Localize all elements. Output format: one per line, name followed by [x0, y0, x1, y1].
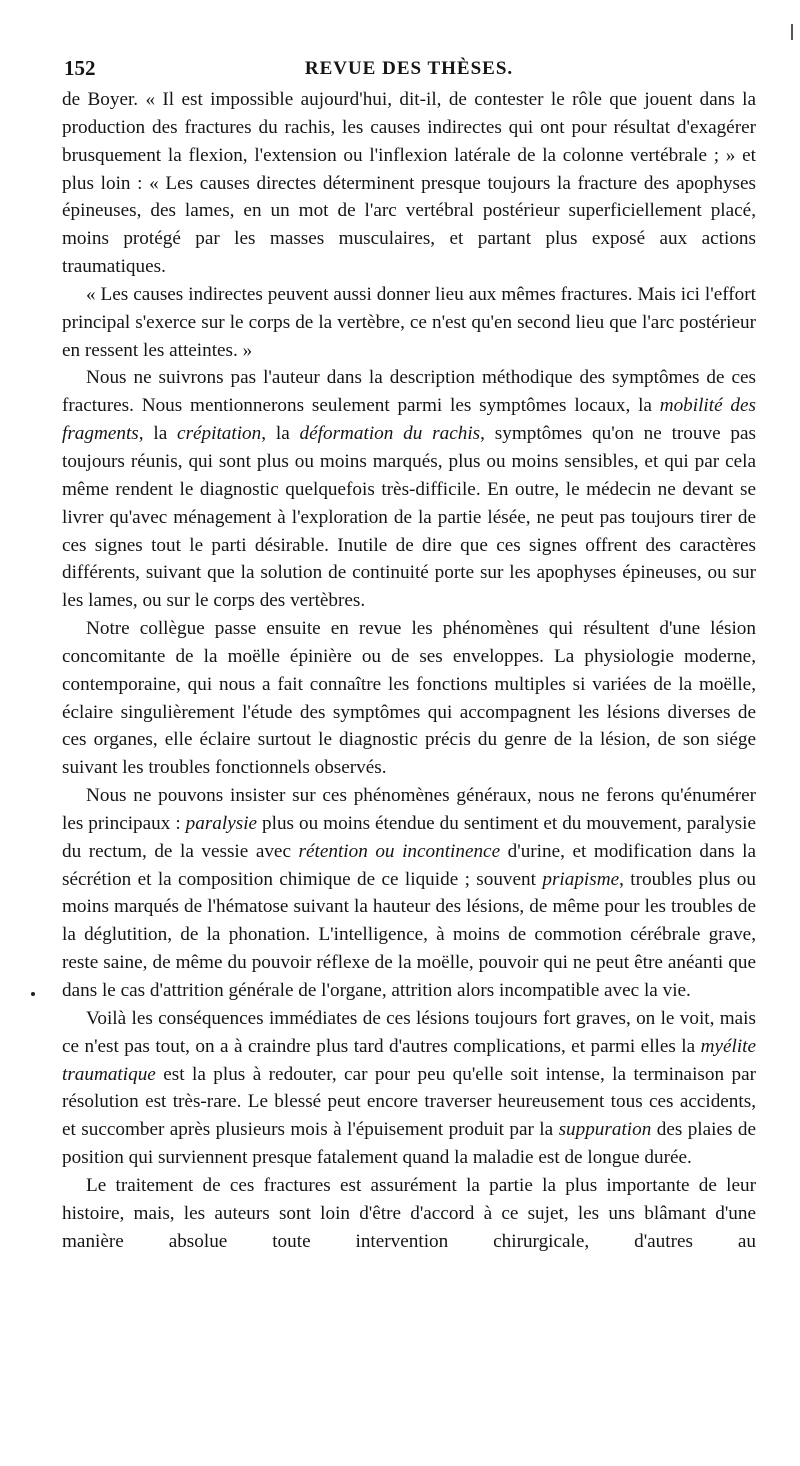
italic-term: déformation du rachis — [299, 423, 481, 445]
text-run: Voilà les conséquences immédiates de ces lésions toujours fort graves, on le voit, mais ce n'est pas tout, on a à craindre plus tard d'autres complications, et parmi elles la — [62, 1007, 756, 1057]
running-title: REVUE DES THÈSES. — [304, 58, 514, 79]
text-run: , la — [138, 423, 178, 445]
paragraph — [62, 281, 756, 365]
margin-dot — [31, 992, 35, 996]
paragraph — [62, 615, 756, 782]
italic-term: suppuration — [558, 1119, 652, 1141]
text-run: , symptômes qu'on ne trouve pas toujours réunis, qui sont plus ou moins marqués, plus ou moins sensibles, et qui par cela même rendent le diagnostic quelquefois très-difficile. En outre, le médecin ne devant se livrer qu'avec ménagement à l'exploration de la partie lésée, ne peut pas toujours tirer de ces signes tout le parti désirable. Inutile de dire que ces signes offrent des caractères différents, suivant que la solution de continuité porte sur les apophyses épineuses, ou sur les lames, ou sur le corps des vertèbres. — [62, 423, 757, 612]
text-run: , troubles plus ou moins marqués de l'hématose suivant la hauteur des lésions, de même pour les troubles de la déglutition, de la phonation. L'intelligence, à moins de commotion cérébrale grave, reste saine, de même du pouvoir réflexe de la moëlle, pouvoir qui ne peut être anéanti que dans le cas d'attrition générale de l'organe, attrition alors incompatible avec la vie. — [62, 868, 756, 1001]
paragraph — [62, 782, 756, 1005]
text-run: plus ou moins étendue du sentiment et du mouvement, paralysie du rectum, de la vessie avec — [62, 812, 756, 862]
page-edge-mark — [791, 24, 793, 40]
italic-term: priapisme — [542, 868, 620, 890]
text-run: Le traitement de ces fractures est assurément la partie la plus importante de leur histoire, mais, les auteurs sont loin d'être d'accord à ce sujet, les uns blâmant d'une manière absolue toute intervention chirurgicale, d'autres au — [62, 1174, 756, 1252]
text-run: des plaies de position qui surviennent presque fatalement quand la maladie est de longue durée. — [62, 1119, 756, 1169]
paragraph — [62, 86, 756, 281]
body-text — [62, 86, 756, 1255]
text-run: « Les causes indirectes peuvent aussi donner lieu aux mêmes fractures. Mais ici l'effort principal s'exerce sur le corps de la vertèbre, ce n'est qu'en second lieu que l'arc postérieur en ressent les atteintes. » — [62, 283, 756, 361]
italic-term: myélite traumatique — [62, 1035, 756, 1085]
text-run: d'urine, et modification dans la sécrétion et la composition chimique de ce liquide ; souvent — [62, 840, 756, 890]
italic-term: rétention ou incontinence — [298, 840, 501, 862]
text-run: Notre collègue passe ensuite en revue les phénomènes qui résultent d'une lésion concomitante de la moëlle épinière ou de ses enveloppes. La physiologie moderne, contemporaine, qui nous a fait connaître les fonctions multiples si variées de la moëlle, éclaire singulièrement l'étude des symptômes qui accompagnent les lésions diverses de ces organes, elle éclaire surtout le diagnostic précis du genre de la lésion, de son siége suivant les troubles fonctionnels observés. — [62, 618, 756, 779]
paragraph — [62, 364, 756, 615]
page-header — [62, 52, 756, 86]
page-number: 152 — [64, 56, 96, 80]
text-run: est la plus à redouter, car pour peu qu'elle soit intense, la terminaison par résolution est très-rare. Le blessé peut encore traverser heureusement tous ces accidents, et succomber après plusieurs mois à l'épuisement produit par la — [62, 1063, 756, 1141]
paragraph — [62, 1005, 756, 1172]
text-run: Nous ne pouvons insister sur ces phénomènes généraux, nous ne ferons qu'énumérer les principaux : — [62, 785, 756, 834]
italic-term: paralysie — [185, 812, 258, 834]
text-run: de Boyer. « Il est impossible aujourd'hui, dit-il, de contester le rôle que jouent dans la production des fractures du rachis, les causes indirectes qui ont pour résultat d'exagérer brusquement la flexion, l'extension ou l'inflexion latérale de la colonne vertébrale ; » et plus loin : « Les causes directes déterminent presque toujours la fracture des apophyses épineuses, des lames, en un mot de l'arc vertébral postérieur superficiellement placé, moins protégé par les masses musculaires, et partant plus exposé aux actions traumatiques. — [62, 89, 756, 278]
page-content — [62, 52, 756, 1255]
italic-term: crépitation — [177, 423, 262, 445]
paragraph — [62, 1172, 756, 1256]
text-run: , la — [261, 423, 300, 445]
italic-term: mobilité des fragments — [62, 395, 756, 445]
text-run: Nous ne suivrons pas l'auteur dans la description méthodique des symptômes de ces fractures. Nous mentionnerons seulement parmi les symptômes locaux, la — [62, 367, 756, 417]
